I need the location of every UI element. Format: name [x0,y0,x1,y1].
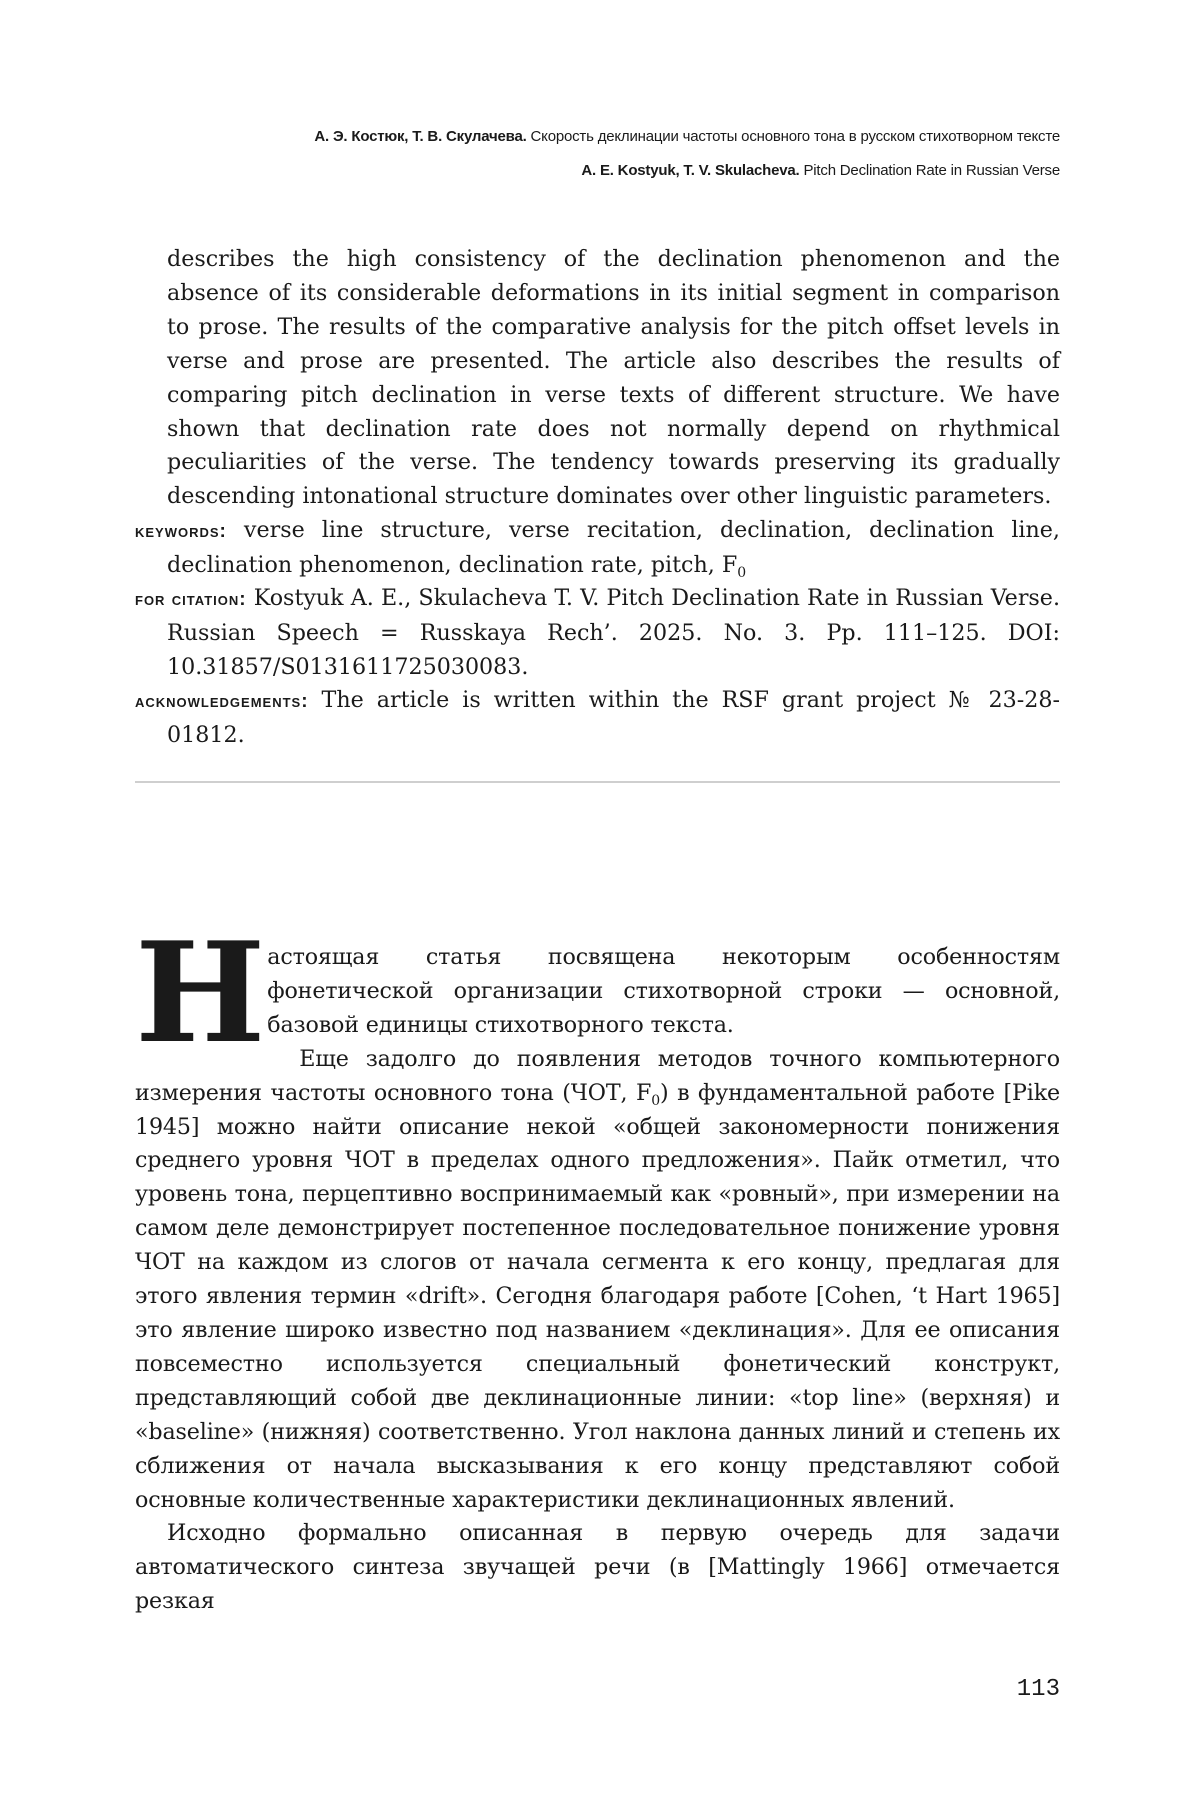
citation-text: Kostyuk A. E., Skulacheva T. V. Pitch Declination Rate in Russian Verse. Russian Speech = Russkaya Rech’. 2025. No. 3. Pp. 111–125. DOI: 10.31857/S0131611725030083. [167,585,1060,680]
running-head-ru-authors: А. Э. Костюк, Т. В. Скулачева. [314,128,527,145]
article-body [135,911,1060,1619]
running-head-ru-title: Скорость деклинации частоты основного тона в русском стихотворном тексте [530,128,1060,145]
page-number: 113 [1016,1676,1060,1703]
section-divider [135,781,1060,783]
paragraph-2-text-a: Еще задолго до появления методов точного компьютерного измерения частоты основного тона (ЧОТ, F [135,1045,1060,1106]
drop-cap: Н [135,911,266,1074]
paragraph-1 [135,911,1060,1074]
running-head-en-title: Pitch Declination Rate in Russian Verse [803,162,1060,179]
acknowledgements-label: acknowledgements: [135,691,309,712]
acknowledgements [135,684,1060,753]
running-head-en [581,162,1060,179]
running-head-en-authors: A. E. Kostyuk, T. V. Skulacheva. [581,162,800,179]
running-head-ru [314,128,1060,145]
keywords-subscript: 0 [737,564,747,581]
citation-label: for citation: [135,589,247,610]
paragraph-3: Исходно формально описанная в первую очередь для задачи автоматического синтеза звучащей речи (в [Mattingly 1966] отмечается резкая [135,1520,1060,1615]
paragraph-2-subscript: 0 [651,1092,660,1109]
paragraph-1-text: астоящая статья посвящена некоторым особенностям фонетической организации стихотворной строки — основной, базовой единицы стихотворного текста. [267,944,1060,1038]
acknowledgements-text: The article is written within the RSF grant project № 23-28-01812. [167,687,1060,748]
keywords-text: verse line structure, verse recitation, declination, declination line, declination phenomenon, declination rate, pitch, F [167,517,1060,578]
citation [135,582,1060,685]
abstract-tail: describes the high consistency of the declination phenomenon and the absence of its considerable deformations in its initial segment in comparison to prose. The results of the comparative analysis for the pitch offset levels in verse and prose are presented. The article also describes the results of comparing pitch declination in verse texts of different structure. We have shown that declination rate does not normally depend on rhythmical peculiarities of the verse. The tendency towards preserving its gradually descending intonational structure dominates over other linguistic parameters. [167,246,1060,510]
paragraph-2 [135,1043,1060,1518]
paragraph-2-text-b: ) в фундаментальной работе [Pike 1945] можно найти описание некой «общей закономерности понижения среднего уровня ЧОТ в пределах одного предложения». Пайк отметил, что уровень тона, перцептивно воспринимаемый как «ровный», при измерении на самом деле демонстрирует постепенное последовательное понижение уровня ЧОТ на каждом из слогов от начала сегмента к его концу, предлагая для этого явления термин «drift». Сегодня благодаря работе [Cohen, ‘t Hart 1965] это явление широко известно под названием «деклинация». Для ее описания повсеместно используется специальный фонетический конструкт, представляющий собой две деклинационные линии: «top line» (верхняя) и «baseline» (нижняя) соответственно. Угол наклона данных линий и степень их сближения от начала высказывания к его концу представляют собой основные количественные характеристики деклинационных явлений. [135,1079,1060,1513]
keywords [135,514,1060,583]
keywords-label: keywords: [135,521,227,542]
